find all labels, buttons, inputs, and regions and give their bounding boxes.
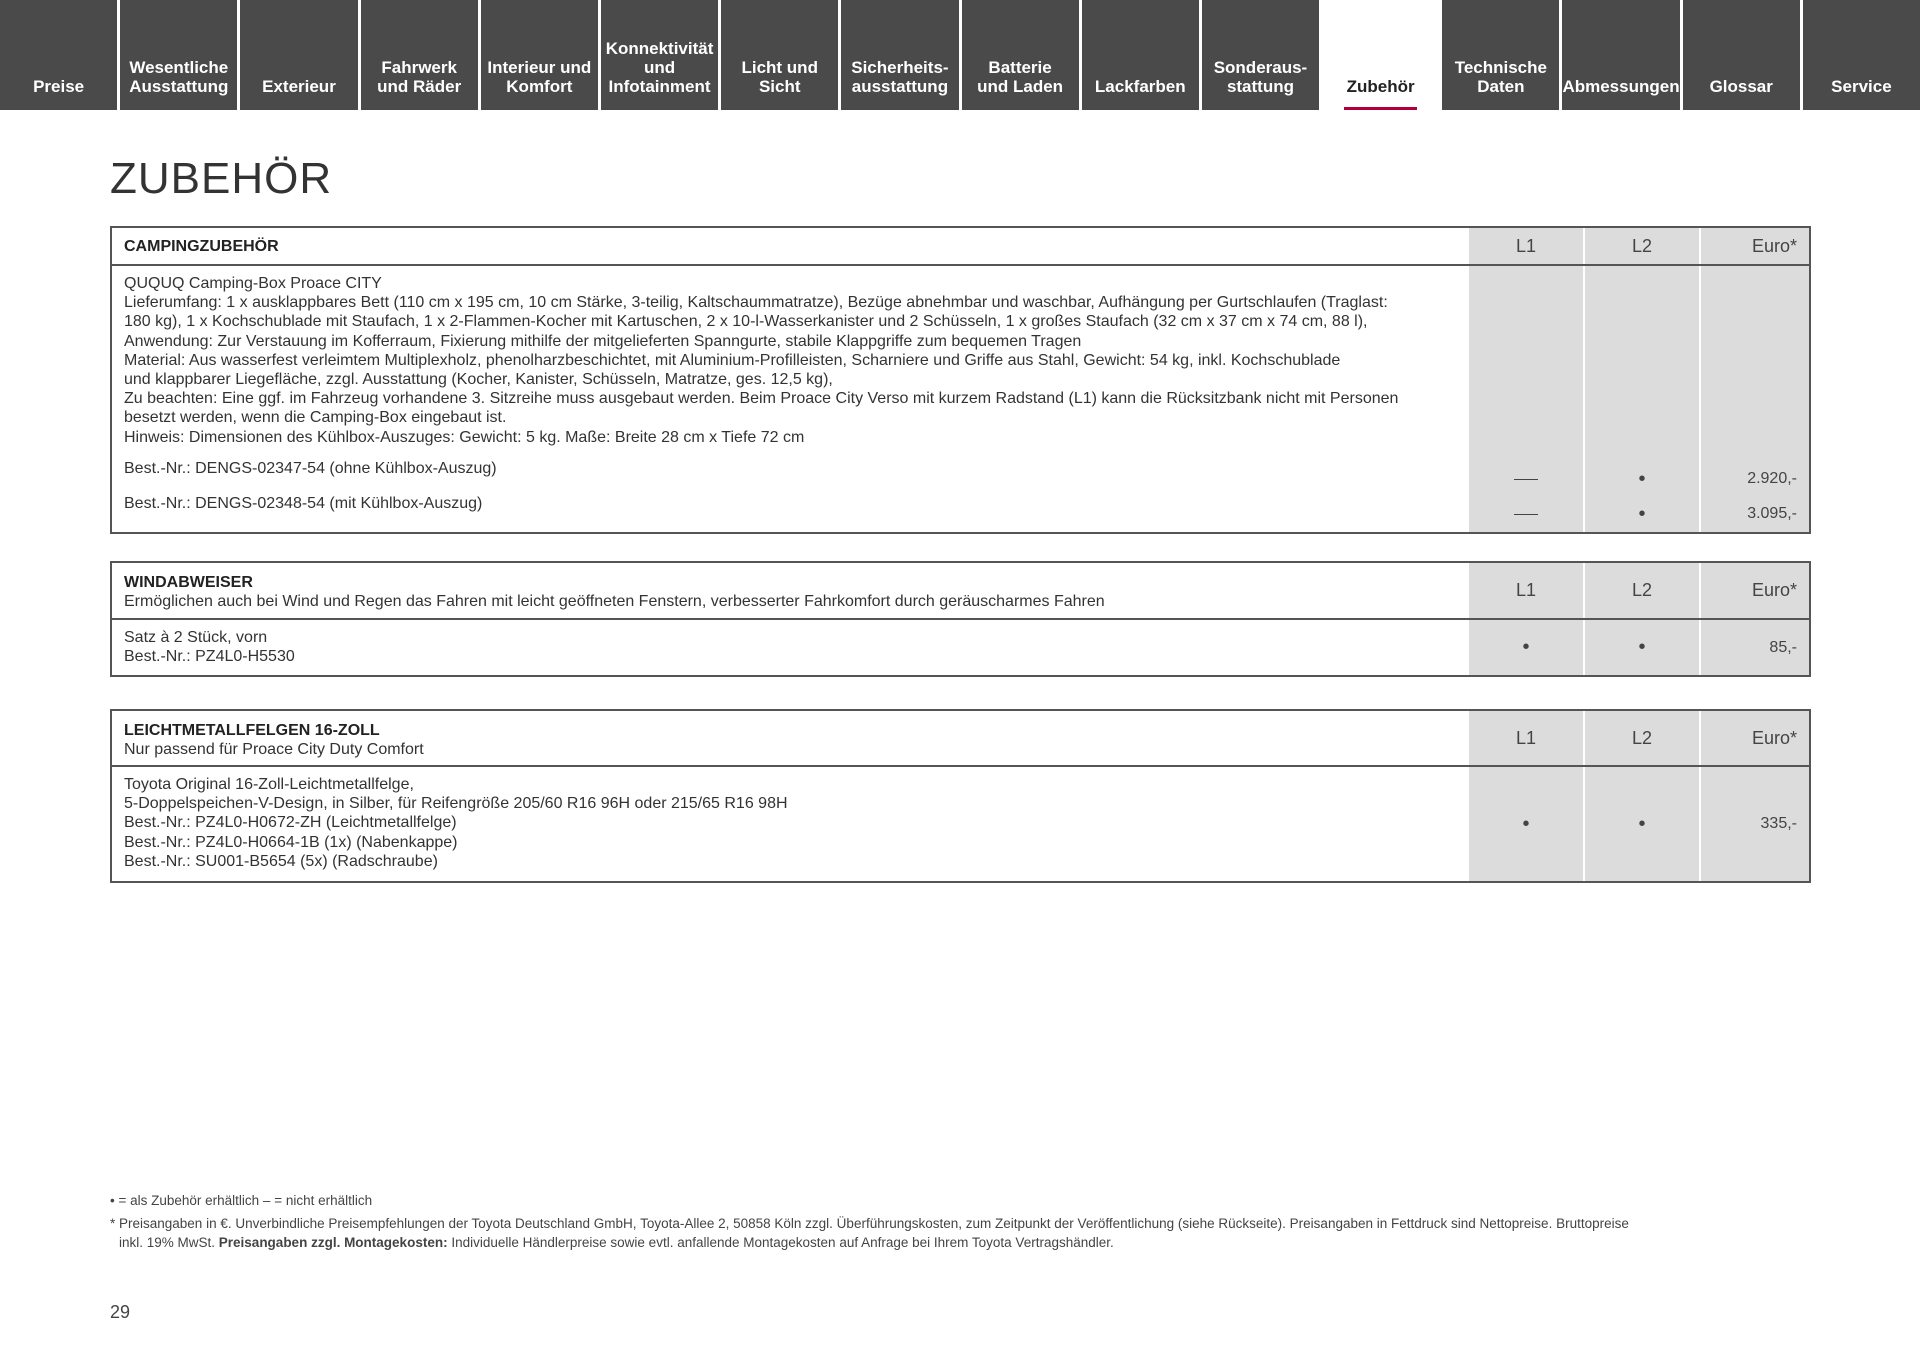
- available-mark: •: [1638, 502, 1646, 525]
- price: 335,-: [1760, 815, 1797, 832]
- column-l1-header: L1: [1515, 235, 1537, 256]
- price: 3.095,-: [1747, 505, 1797, 522]
- item-description-line: Zu beachten: Eine ggf. im Fahrzeug vorhandene 3. Sitzreihe muss ausgebaut werden. Beim Proace City Verso mit kurzem Radstand (L1) kann die Rücksitzbank nicht mit Personen: [124, 390, 1399, 408]
- table-row: [112, 266, 1809, 532]
- tab-glossar[interactable]: Glossar: [1683, 0, 1800, 110]
- tab-wesentliche-ausstattung[interactable]: Wesentliche Ausstattung: [120, 0, 237, 110]
- tab-service[interactable]: Service: [1803, 0, 1920, 110]
- legend-footnote: • = als Zubehör erhältlich – = nicht erhältlich: [110, 1193, 373, 1208]
- item-description-line: Toyota Original 16-Zoll-Leichtmetallfelge,: [124, 776, 414, 793]
- price-footnote-text: Individuelle Händlerpreise sowie evtl. anfallende Montagekosten auf Anfrage bei Ihrem Toyota Vertragshändler.: [447, 1235, 1114, 1250]
- tab-fahrwerk[interactable]: Fahrwerk und Räder: [361, 0, 478, 110]
- available-mark: •: [1638, 636, 1646, 658]
- tab-sicherheitsausstattung[interactable]: Sicherheits- ausstattung: [841, 0, 958, 110]
- table-header: [112, 711, 1809, 767]
- column-euro-header: Euro*: [1751, 727, 1797, 748]
- order-number: Best.-Nr.: DENGS-02348-54 (mit Kühlbox-Auszug): [124, 495, 483, 513]
- available-mark: •: [1522, 812, 1530, 835]
- price-footnote: [110, 1214, 1810, 1252]
- price-footnote-bold: Preisangaben zzgl. Montagekosten:: [218, 1235, 448, 1250]
- column-l2: [1583, 266, 1699, 532]
- column-l1-header: L1: [1515, 580, 1537, 600]
- item-description-line: 180 kg), 1 x Kochschublade mit Staufach, 1 x 2-Flammen-Kocher mit Kartuschen, 2 x 10-l-Wasserkanister und 2 Schüsseln, 1 x großes Staufach (32 cm x 37 cm x 74 cm, 88 l),: [124, 313, 1368, 331]
- item-description-line: 5-Doppelspeichen-V-Design, in Silber, für Reifengröße 205/60 R16 96H oder 215/65 R16 98H: [124, 795, 788, 813]
- available-mark: •: [1638, 812, 1646, 835]
- item-description-line: Material: Aus wasserfest verleimtem Multiplexholz, phenolharzbeschichtet, mit Aluminium-Profilleisten, Scharniere und Griffe aus Stahl, Gewicht: 54 kg, inkl. Kochschublade: [124, 351, 1341, 369]
- section-navigation: [0, 0, 1920, 110]
- price: 85,-: [1769, 638, 1797, 656]
- order-number: Best.-Nr.: SU001-B5654 (5x) (Radschraube): [124, 852, 438, 870]
- not-available-mark: [1514, 479, 1538, 480]
- table-row: [112, 620, 1809, 675]
- tab-konnektivitaet[interactable]: Konnektivität und Infotainment: [601, 0, 718, 110]
- tab-preise[interactable]: Preise: [0, 0, 117, 110]
- column-l1-header: L1: [1515, 727, 1537, 748]
- not-available-mark: [1514, 514, 1538, 515]
- item-description-line: Hinweis: Dimensionen des Kühlbox-Auszuges: Gewicht: 5 kg. Maße: Breite 28 cm x Tiefe 72 cm: [124, 428, 805, 446]
- table-header: [112, 563, 1809, 620]
- tab-technische-daten[interactable]: Technische Daten: [1442, 0, 1559, 110]
- column-l2-header: L2: [1631, 580, 1653, 600]
- item-description-line: Anwendung: Zur Verstauung im Kofferraum, Fixierung mithilfe der mitgelieferten Spanngurte, stabile Klappgriffe zum bequemen Tragen: [124, 332, 1082, 350]
- item-description-line: und klappbarer Liegefläche, zzgl. Ausstattung (Kocher, Kanister, Schüsseln, Matratze, ges. 12,5 kg),: [124, 371, 833, 389]
- tab-batterie[interactable]: Batterie und Laden: [962, 0, 1079, 110]
- tab-exterieur[interactable]: Exterieur: [240, 0, 357, 110]
- column-euro: [1699, 266, 1809, 532]
- order-number: Best.-Nr.: PZ4L0-H5530: [124, 648, 295, 666]
- column-l2-header: L2: [1631, 727, 1653, 748]
- column-l2-header: L2: [1631, 235, 1653, 256]
- camping-table: [110, 226, 1811, 534]
- section-title: LEICHTMETALLFELGEN 16-ZOLL: [124, 722, 380, 739]
- available-mark: •: [1522, 636, 1530, 658]
- item-description-line: Satz à 2 Stück, vorn: [124, 629, 268, 646]
- order-number: Best.-Nr.: DENGS-02347-54 (ohne Kühlbox-Auszug): [124, 459, 497, 477]
- order-number: Best.-Nr.: PZ4L0-H0664-1B (1x) (Nabenkappe): [124, 833, 458, 851]
- section-subtitle: Nur passend für Proace City Duty Comfort: [124, 741, 424, 759]
- column-euro-header: Euro*: [1751, 235, 1797, 256]
- item-description-line: Lieferumfang: 1 x ausklappbares Bett (110 cm x 195 cm, 10 cm Stärke, 3-teilig, Kaltschaummatratze), Bezüge abnehmbar und waschbar, Aufhängung per Gurtschlaufen (Traglast:: [124, 294, 1388, 312]
- table-row: [112, 767, 1809, 881]
- alloy-wheels-table: [110, 709, 1811, 883]
- price-footnote-text: inkl. 19% MwSt.: [119, 1235, 219, 1250]
- tab-zubehoer[interactable]: Zubehör: [1322, 0, 1439, 110]
- tab-licht-und-sicht[interactable]: Licht und Sicht: [721, 0, 838, 110]
- wind-deflector-table: [110, 561, 1811, 677]
- page-number: 29: [110, 1302, 131, 1322]
- column-l1: [1467, 266, 1583, 532]
- available-mark: •: [1638, 467, 1646, 490]
- tab-abmessungen[interactable]: Abmessungen: [1562, 0, 1679, 110]
- column-euro-header: Euro*: [1751, 580, 1797, 600]
- order-number: Best.-Nr.: PZ4L0-H0672-ZH (Leichtmetallfelge): [124, 814, 457, 832]
- section-subtitle: Ermöglichen auch bei Wind und Regen das Fahren mit leicht geöffneten Fenstern, verbesserter Fahrkomfort durch geräuscharmes Fahren: [124, 593, 1105, 611]
- price-footnote-text: * Preisangaben in €. Unverbindliche Preisempfehlungen der Toyota Deutschland GmbH, Toyota-Allee 2, 50858 Köln zzgl. Überführungskosten, zum Zeitpunkt der Veröffentlichung (siehe Rückseite). Preisangaben in Fettdruck sind Nettopreise. Bruttopreise: [110, 1216, 1629, 1231]
- tab-sonderausstattung[interactable]: Sonderaus- stattung: [1202, 0, 1319, 110]
- price: 2.920,-: [1747, 470, 1797, 487]
- item-description-line: QUQUQ Camping-Box Proace CITY: [124, 275, 382, 292]
- item-description-line: besetzt werden, wenn die Camping-Box eingebaut ist.: [124, 409, 507, 427]
- table-header: [112, 228, 1809, 266]
- section-title: WINDABWEISER: [124, 574, 253, 591]
- tab-interieur[interactable]: Interieur und Komfort: [481, 0, 598, 110]
- page-title: ZUBEHÖR: [110, 154, 333, 203]
- tab-lackfarben[interactable]: Lackfarben: [1082, 0, 1199, 110]
- section-title: CAMPINGZUBEHÖR: [124, 238, 279, 255]
